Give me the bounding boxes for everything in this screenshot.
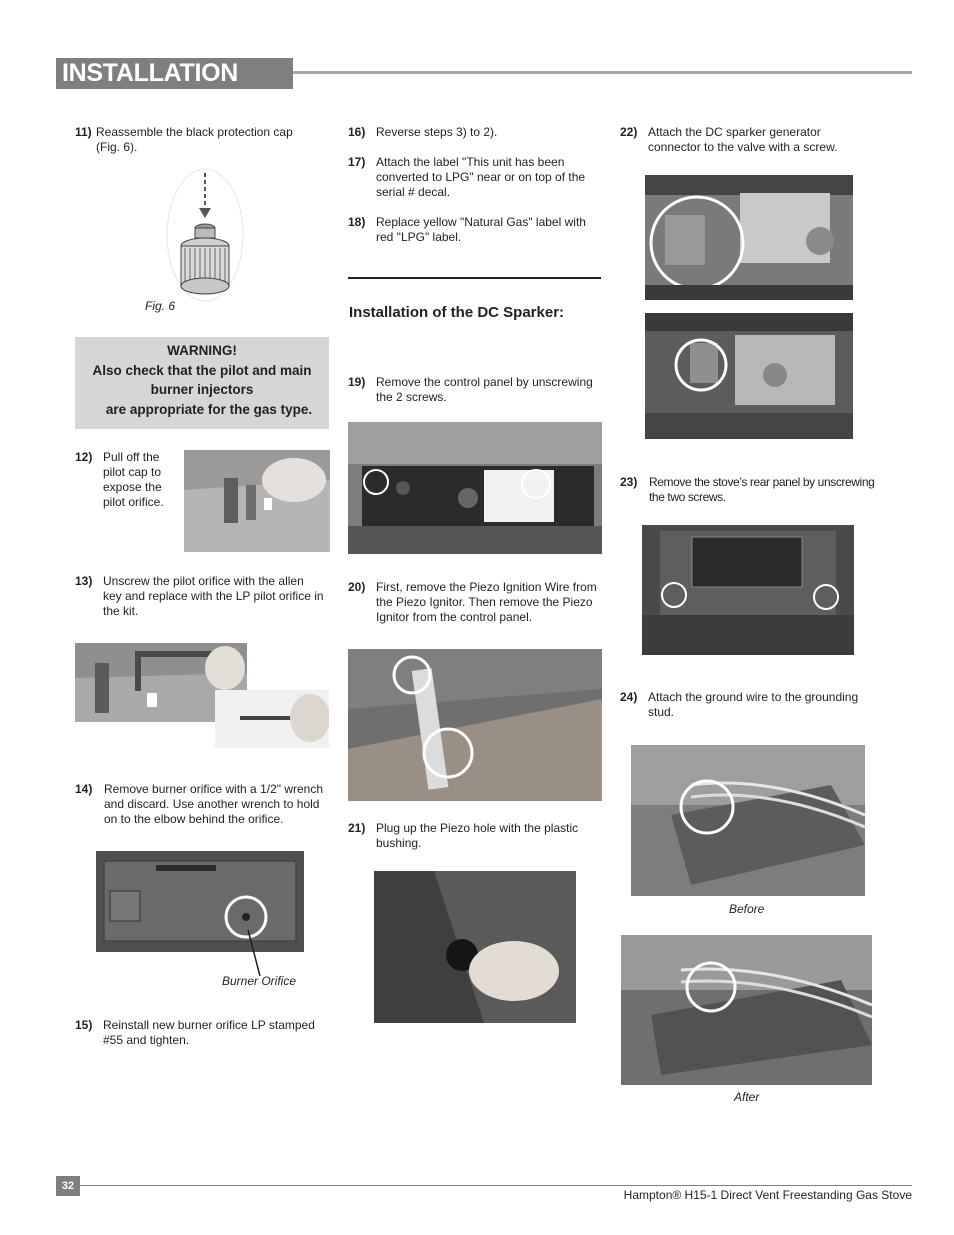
photo-sparker-valve-2 [645,313,853,439]
photo-ground-before [631,745,865,896]
fig6-illustration [165,168,245,303]
step-11-text: Reassemble the black protection cap (Fig. 6). [96,125,293,154]
step-18: 18) Replace yellow "Natural Gas" label with red "LPG" label. [348,215,586,244]
step-11: 11) Reassemble the black protection cap (Fig. 6). [75,125,315,155]
warning-title: WARNING! [167,343,237,358]
warning-box [75,337,329,429]
page-title: INSTALLATION [62,59,239,87]
step-15: 15) Reinstall new burner orifice LP stamped #55 and tighten. [75,1018,315,1047]
photo-ground-after [621,935,872,1085]
burner-orifice-caption: Burner Orifice [222,974,297,988]
step-12: 12) Pull off the pilot cap to expose the pilot orifice. [75,450,164,509]
burner-orifice-pointer [246,930,262,976]
after-caption: After [734,1090,760,1104]
photo-control-panel [348,422,602,554]
step-21: 21) Plug up the Piezo hole with the plastic bushing. [348,821,579,850]
photo-piezo-ignitor [348,649,602,801]
page-number: 32 [56,1176,80,1196]
footer-title: Hampton® H15-1 Direct Vent Freestanding Gas Stove [623,1188,912,1202]
step-13: 13) Unscrew the pilot orifice with the allen key and replace with the LP pilot orifice in the kit. [75,574,324,618]
step-16: 16) Reverse steps 3) to 2). [348,125,498,139]
footer-rule [80,1185,912,1186]
step-23: 23) Remove the stove’s rear panel by unscrewing the two screws. [620,475,875,504]
photo-plastic-bushing [374,871,576,1023]
warning-line4: are appropriate for the gas type. [105,401,313,417]
section-title: Installation of the DC Sparker: [349,304,565,321]
warning-line3: burner injectors [150,382,254,397]
step-20: 20) First, remove the Piezo Ignition Wire from the Piezo Ignitor. Then remove the Piezo Ignitor from the control panel. [348,580,597,624]
step-24: 24) Attach the ground wire to the grounding stud. [620,690,859,719]
photo-sparker-valve-1 [645,175,853,300]
header-rule [293,71,912,74]
photo-rear-panel [642,525,854,655]
warning-line2: Also check that the pilot and main [92,362,312,378]
step-17: 17) Attach the label "This unit has been converted to LPG" near or on top of the serial # decal. [348,155,586,199]
fig6-caption: Fig. 6 [145,299,176,313]
step-19: 19) Remove the control panel by unscrewing the 2 screws. [348,375,593,404]
step-22: 22) Attach the DC sparker generator connector to the valve with a screw. [620,125,838,154]
step-14: 14) Remove burner orifice with a 1/2" wrench and discard. Use another wrench to hold on to the elbow behind the orifice. [75,782,324,826]
photo-burner-orifice [96,851,304,952]
photo-pilot-orifice [215,690,329,748]
section-rule [348,277,601,279]
before-caption: Before [729,902,765,916]
photo-pilot-cap [184,450,330,552]
